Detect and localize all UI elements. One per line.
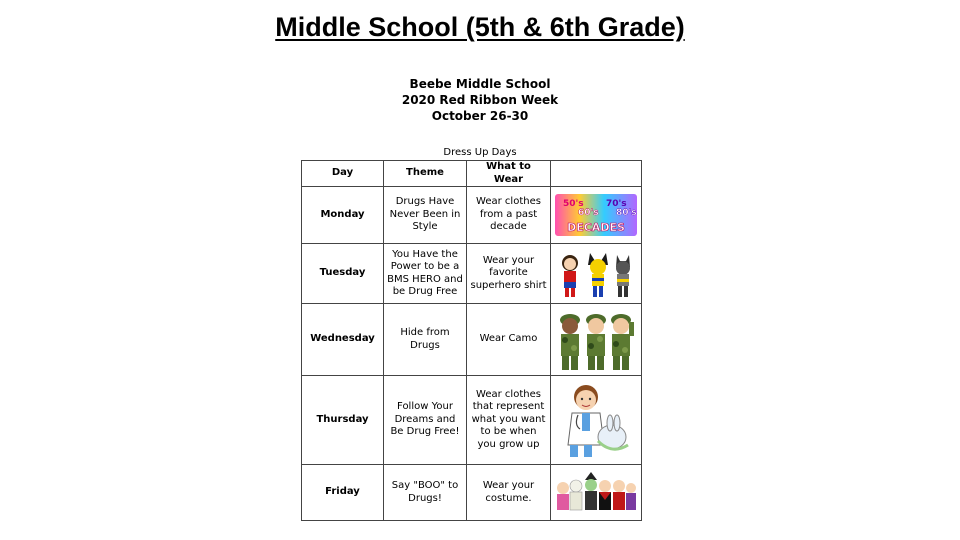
dress-up-schedule-table	[301, 160, 642, 521]
wear-cell: Wear Camo	[467, 304, 551, 376]
day-cell: Monday	[302, 187, 384, 244]
image-cell	[551, 465, 642, 521]
slide-title: Middle School (5th & 6th Grade)	[275, 12, 685, 42]
day-cell: Friday	[302, 465, 384, 521]
decades-clipart	[554, 193, 638, 237]
theme-cell: Follow Your Dreams and Be Drug Free!	[384, 376, 467, 465]
wear-cell: Wear clothes from a past decade	[467, 187, 551, 244]
superheroes-clipart	[554, 249, 638, 299]
image-cell	[551, 376, 642, 465]
day-cell: Wednesday	[302, 304, 384, 376]
image-cell	[551, 304, 642, 376]
header-image	[551, 161, 642, 187]
career-kids-clipart	[554, 379, 638, 461]
image-cell	[551, 187, 642, 244]
table-row	[302, 304, 642, 376]
theme-cell: Say "BOO" to Drugs!	[384, 465, 467, 521]
table-row	[302, 187, 642, 244]
decade-70s: 70's	[606, 199, 627, 209]
event-dates: October 26-30	[431, 109, 529, 123]
school-name: Beebe Middle School	[409, 77, 551, 91]
decade-80s: 80's	[616, 208, 637, 218]
wear-cell: Wear your favorite superhero shirt	[467, 244, 551, 304]
decade-60s: 60's	[578, 208, 599, 218]
table-row	[302, 465, 642, 521]
dress-up-days-caption: Dress Up Days	[443, 147, 517, 158]
wear-cell: Wear your costume.	[467, 465, 551, 521]
header-theme: Theme	[384, 161, 467, 187]
table-row	[302, 376, 642, 465]
decades-word: DECADES	[567, 221, 625, 234]
day-cell: Tuesday	[302, 244, 384, 304]
decade-50s: 50's	[563, 199, 584, 209]
day-cell: Thursday	[302, 376, 384, 465]
costume-kids-clipart	[554, 470, 638, 516]
camo-soldiers-clipart	[554, 308, 638, 372]
document-header	[300, 76, 660, 124]
event-name: 2020 Red Ribbon Week	[401, 93, 559, 107]
theme-cell: You Have the Power to be a BMS HERO and be Drug Free	[384, 244, 467, 304]
theme-cell: Drugs Have Never Been in Style	[384, 187, 467, 244]
header-day: Day	[302, 161, 384, 187]
header-what-to-wear: What to Wear	[467, 161, 551, 187]
theme-cell: Hide from Drugs	[384, 304, 467, 376]
table-row	[302, 244, 642, 304]
wear-cell: Wear clothes that represent what you want to be when you grow up	[467, 376, 551, 465]
table-header-row	[302, 161, 642, 187]
image-cell	[551, 244, 642, 304]
